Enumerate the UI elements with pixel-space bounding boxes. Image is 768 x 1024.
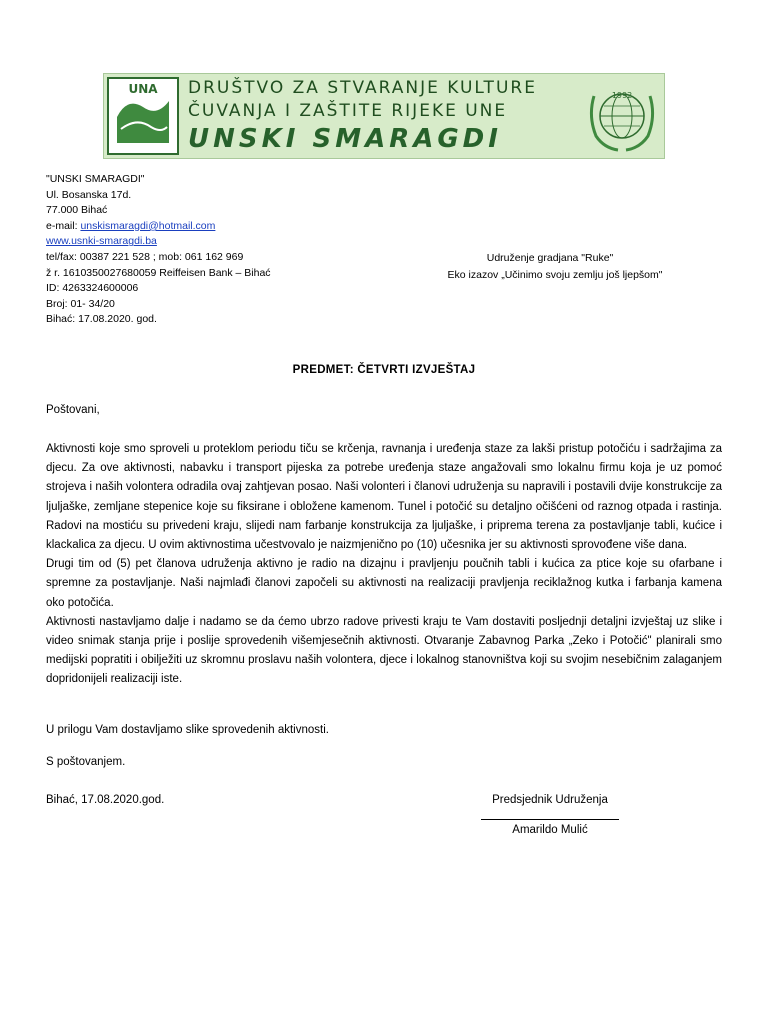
website-link[interactable]: www.usnki-smaragdi.ba xyxy=(46,235,157,248)
laurel-globe-emblem-icon xyxy=(582,76,662,156)
sender-bank: ž r. 1610350027680059 Reiffeisen Bank – Bihać xyxy=(46,266,271,279)
email-label: e-mail: xyxy=(46,219,81,232)
sender-city: 77.000 Bihać xyxy=(46,204,108,217)
sender-name: "UNSKI SMARAGDI" xyxy=(46,173,145,185)
sender-block xyxy=(46,172,271,328)
email-link[interactable]: unskismaragdi@hotmail.com xyxy=(80,219,216,232)
sender-email-row xyxy=(46,219,271,235)
greeting: Poštovani, xyxy=(46,404,100,416)
body-paragraph: Aktivnosti koje smo sproveli u proteklom periodu tiču se krčenja, ravnanja i uređenja staze za lakši pristup potočiću i sadržajima za djecu. Za ove aktivnosti, nabavku i transport pijeska za potrebe uređenja staze angažovali smo lokalnu firmu koja je uz pomoć strojeva i naših volontera odradila ovaj zahtjevan posao. Naši volonteri i članovi udruženja su napravili i postavili dvije konstrukcije za ljuljaške, zemljane stepenice koje su fiksirane i obložene kamenom. Tunel i potočić su detaljno očišćeni od raznog otpada i rastinja. Radovi na mostiću su privedeni kraju, slijedi nam farbanje konstrukcija za ljuljaške, i priprema terena za postavljanje tabli, kućice i klackalica za djecu. U ovim aktivnostima učestvovalo je naizmjenično po (10) učesnika jer su aktivnosti sprovođene više dana. xyxy=(46,443,722,552)
emblem-text: 1992 xyxy=(611,91,633,100)
signature-line xyxy=(481,815,619,820)
header-banner xyxy=(103,73,665,159)
signature-block xyxy=(470,792,630,839)
attachment-note: U prilogu Vam dostavljamo slike sprovedenih aktivnosti. xyxy=(46,724,329,736)
letter-body xyxy=(46,440,722,690)
body-paragraph: Drugi tim od (5) pet članova udruženja aktivno je radio na dizajnu i pravljenju poučnih tabli i kućica za ptice koje su ofarbane i spremne za postavljanje. Naši najmlađi članovi započeli su aktivnosti na realizaciji pravljenja reciklažnog kutka i farbanja kamena oko potočića. xyxy=(46,558,722,609)
sender-id: ID: 4263324600006 xyxy=(46,282,139,295)
signature-title: Predsjednik Udruženja xyxy=(492,794,608,806)
document-date: Bihać: 17.08.2020. god. xyxy=(46,313,157,326)
signature-name: Amarildo Mulić xyxy=(512,824,588,836)
recipient-project: Eko izazov „Učinimo svoju zemlju još ljepšom" xyxy=(447,269,663,281)
logo-text: UNA xyxy=(128,82,158,96)
banner-line-2: ČUVANJA I ZAŠTITE RIJEKE UNE xyxy=(188,101,508,121)
recipient-name: Udruženje gradjana "Ruke" xyxy=(486,252,614,264)
document-number: Broj: 01- 34/20 xyxy=(46,297,115,310)
banner-line-1: DRUŠTVO ZA STVARANJE KULTURE xyxy=(188,78,537,98)
sender-phone: tel/fax: 00387 221 528 ; mob: 061 162 969 xyxy=(46,250,244,263)
subject-heading: PREDMET: ČETVRTI IZVJEŠTAJ xyxy=(292,364,476,376)
sender-street: Ul. Bosanska 17d. xyxy=(46,188,132,201)
una-logo-icon xyxy=(107,77,179,155)
closing-text: S poštovanjem. xyxy=(46,756,126,768)
place-date: Bihać, 17.08.2020.god. xyxy=(46,794,165,806)
banner-line-3: UNSKI SMARAGDI xyxy=(188,124,502,154)
body-paragraph: Aktivnosti nastavljamo dalje i nadamo se da ćemo ubrzo radove privesti kraju te Vam dostaviti posljednji detaljni izvještaj uz slike i video snimak stanja prije i poslije sprovedenih višemjesečnih aktivnosti. Otvaranje Zabavnog Parka „Zeko i Potočić" planirali smo medijski popratiti i obilježiti uz skromnu proslavu naših volontera, djece i lokalnog stanovništva koji su svojim nesebičnim zalaganjem dopridonijeli realizaciji iste. xyxy=(46,615,722,686)
